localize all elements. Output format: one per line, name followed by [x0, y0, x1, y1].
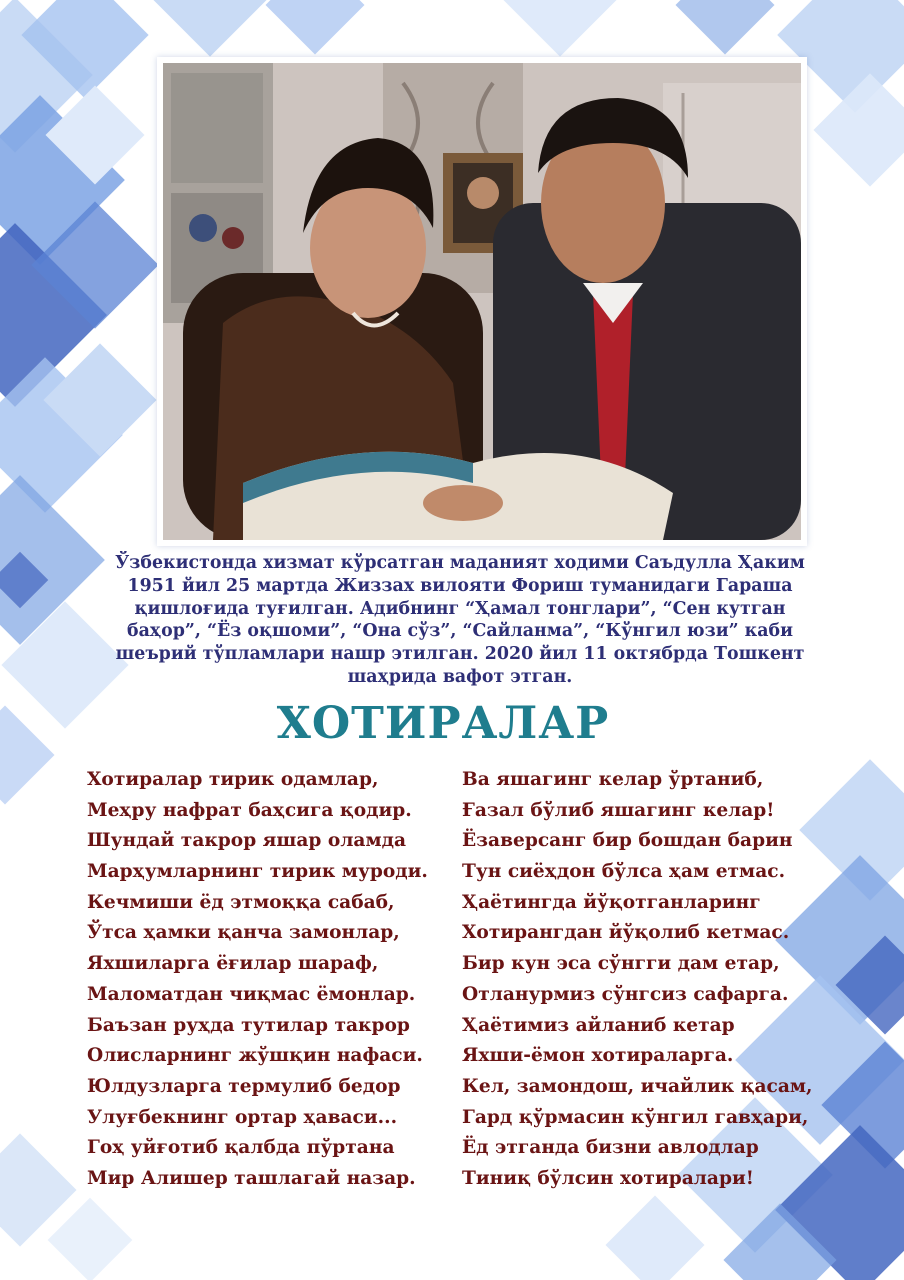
portrait-photo-frame — [157, 57, 807, 546]
poem-line: Хотиралар тирик одамлар, — [87, 769, 379, 790]
biography-line: шеърий тўпламлари нашр этилган. 2020 йил 11 октябрда Тошкент — [115, 644, 805, 665]
poem-line: Кечмиши ёд этмоққа сабаб, — [87, 891, 395, 913]
poem-line: Меҳру нафрат баҳсига қодир. — [87, 799, 412, 821]
poem-column-left — [87, 765, 428, 1195]
poem-line: Маломатдан чиқмас ёмонлар. — [87, 983, 416, 1005]
poem-line: Кел, замондош, ичайлик қасам, — [462, 1075, 813, 1097]
poem-line: Марҳумларнинг тирик муроди. — [87, 861, 428, 883]
poem-line: Гоҳ уйғотиб қалбда пўртана — [87, 1137, 395, 1159]
biography-paragraph — [60, 552, 860, 689]
poem-line: Юлдузларга термулиб бедор — [87, 1075, 401, 1097]
portrait-illustration — [163, 63, 801, 540]
poem-line: Мир Алишер ташлагай назар. — [87, 1167, 416, 1189]
poem-line: Ҳаётингда йўқотганларинг — [462, 891, 761, 913]
poem-column-right — [462, 765, 813, 1195]
biography-line: шаҳрида вафот этган. — [347, 666, 573, 687]
poem-line: Баъзан руҳда тутилар такрор — [87, 1014, 410, 1036]
poem-line: Шундай такрор яшар оламда — [87, 830, 407, 852]
poem-line: Гард қўрмасин кўнгил гавҳари, — [462, 1106, 809, 1128]
biography-line: Ўзбекистонда хизмат кўрсатган маданият ходими Саъдулла Ҳаким — [115, 553, 805, 573]
poem-line: Ўтса ҳамки қанча замонлар, — [87, 922, 400, 944]
poem-line: Яхшиларга ёғилар шараф, — [87, 953, 379, 975]
poem-line: Тун сиёҳдон бўлса ҳам етмас. — [462, 861, 786, 883]
poem-line: Отланурмиз сўнгсиз сафарга. — [462, 983, 789, 1005]
portrait-photo — [163, 63, 801, 540]
poem-line: Олисларнинг жўшқин нафаси. — [87, 1045, 423, 1067]
biography-line: баҳор”, “Ёз оқшоми”, “Она сўз”, “Сайланма”, “Кўнгил юзи” каби — [126, 621, 794, 642]
poem-line: Тиниқ бўлсин хотиралари! — [462, 1167, 754, 1189]
poem-line: Ғазал бўлиб яшагинг келар! — [462, 799, 775, 821]
biography-line: 1951 йил 25 мартда Жиззах вилояти Фориш туманидаги Гараша — [127, 575, 793, 596]
poem-line: Улуғбекнинг ортар ҳаваси... — [87, 1106, 398, 1128]
poem-line: Ёзаверсанг бир бошдан барин — [462, 830, 793, 852]
poem-line: Бир кун эса сўнгги дам етар, — [462, 953, 780, 975]
biography-line: қишлоғида туғилган. Адибнинг “Ҳамал тонглари”, “Сен кутган — [134, 598, 786, 619]
poem-line: Хотирангдан йўқолиб кетмас. — [462, 922, 790, 944]
poem-line: Ҳаётимиз айланиб кетар — [462, 1014, 735, 1036]
poem-line: Яхши-ёмон хотираларга. — [462, 1045, 734, 1067]
poem-title: ХОТИРАЛАР — [276, 698, 610, 749]
poem-line: Ва яшагинг келар ўртаниб, — [462, 769, 764, 790]
poem-line: Ёд этганда бизни авлодлар — [462, 1137, 759, 1159]
